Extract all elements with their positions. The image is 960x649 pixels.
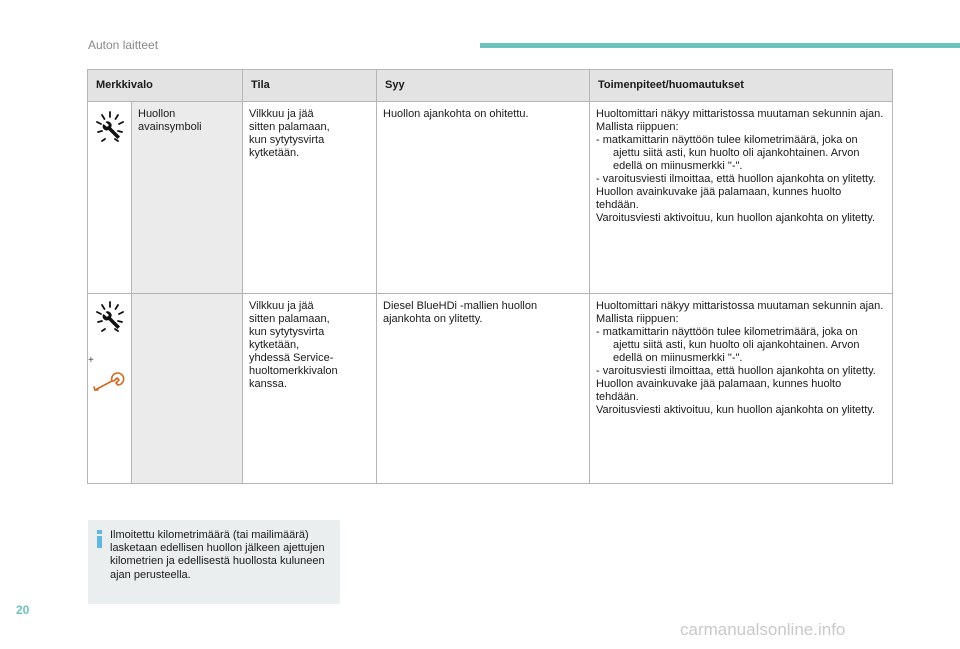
table-row [88, 294, 893, 484]
watermark: carmanualsonline.info [680, 620, 846, 639]
warning-light-table [87, 69, 893, 484]
col-header-cause: Syy [377, 70, 590, 102]
warning-icon-cell [88, 294, 132, 484]
info-note [88, 520, 340, 604]
section-accent-bar [480, 43, 960, 48]
wrench-icon [90, 108, 130, 154]
state-cell: Vilkkuu ja jää sitten palamaan, kun sytytysvirta kytketään. [243, 102, 377, 294]
actions-intro: Huoltomittari näkyy mittaristossa muutaman sekunnin ajan. Mallista riippuen: [596, 300, 884, 325]
actions-bullet: - varoitusviesti ilmoittaa, että huollon ajankohta on ylitetty. [596, 173, 876, 185]
info-icon [96, 530, 103, 548]
actions-bullet: - matkamittarin näyttöön tulee kilometrimäärä, joka on ajettu siitä asti, kun huolto oli ajankohtainen. Arvon edellä on miinusmerkki "-". [596, 326, 860, 364]
cause-cell: Huollon ajankohta on ohitettu. [377, 102, 590, 294]
actions-cell [590, 102, 893, 294]
table-header-row [88, 70, 893, 102]
service-wrench-icon [92, 371, 128, 393]
col-header-warning-light: Merkkivalo [88, 70, 243, 102]
section-title: Auton laitteet [88, 38, 159, 52]
page-number: 20 [16, 603, 30, 617]
state-cell: Vilkkuu ja jää sitten palamaan, kun sytytysvirta kytketään, yhdessä Service- huoltomerkkivalon kanssa. [243, 294, 377, 484]
warning-icon-cell [88, 102, 132, 294]
cause-cell: Diesel BlueHDi -mallien huollon ajankohta on ylitetty. [377, 294, 590, 484]
warning-light-name: Huollon avainsymboli [132, 102, 243, 294]
warning-light-name [132, 294, 243, 484]
col-header-state: Tila [243, 70, 377, 102]
actions-paragraph: Varoitusviesti aktivoituu, kun huollon ajankohta on ylitetty. [596, 404, 876, 416]
actions-paragraph: Huollon avainkuvake jää palamaan, kunnes huolto tehdään. [596, 378, 842, 403]
plus-sign: + [88, 355, 94, 366]
actions-paragraph: Huollon avainkuvake jää palamaan, kunnes huolto tehdään. [596, 186, 842, 211]
actions-bullet: - matkamittarin näyttöön tulee kilometrimäärä, joka on ajettu siitä asti, kun huolto oli ajankohtainen. Arvon edellä on miinusmerkki "-". [596, 134, 860, 172]
table-row [88, 102, 893, 294]
col-header-actions: Toimenpiteet/huomautukset [590, 70, 893, 102]
wrench-icon [90, 298, 130, 344]
actions-cell [590, 294, 893, 484]
info-text: Ilmoitettu kilometrimäärä (tai mailimäärä) lasketaan edellisen huollon jälkeen ajettujen kilometrien ja edellisestä huollosta kuluneen ajan perusteella. [110, 529, 325, 581]
actions-paragraph: Varoitusviesti aktivoituu, kun huollon ajankohta on ylitetty. [596, 212, 876, 224]
actions-bullet: - varoitusviesti ilmoittaa, että huollon ajankohta on ylitetty. [596, 365, 876, 377]
actions-intro: Huoltomittari näkyy mittaristossa muutaman sekunnin ajan. Mallista riippuen: [596, 108, 884, 133]
